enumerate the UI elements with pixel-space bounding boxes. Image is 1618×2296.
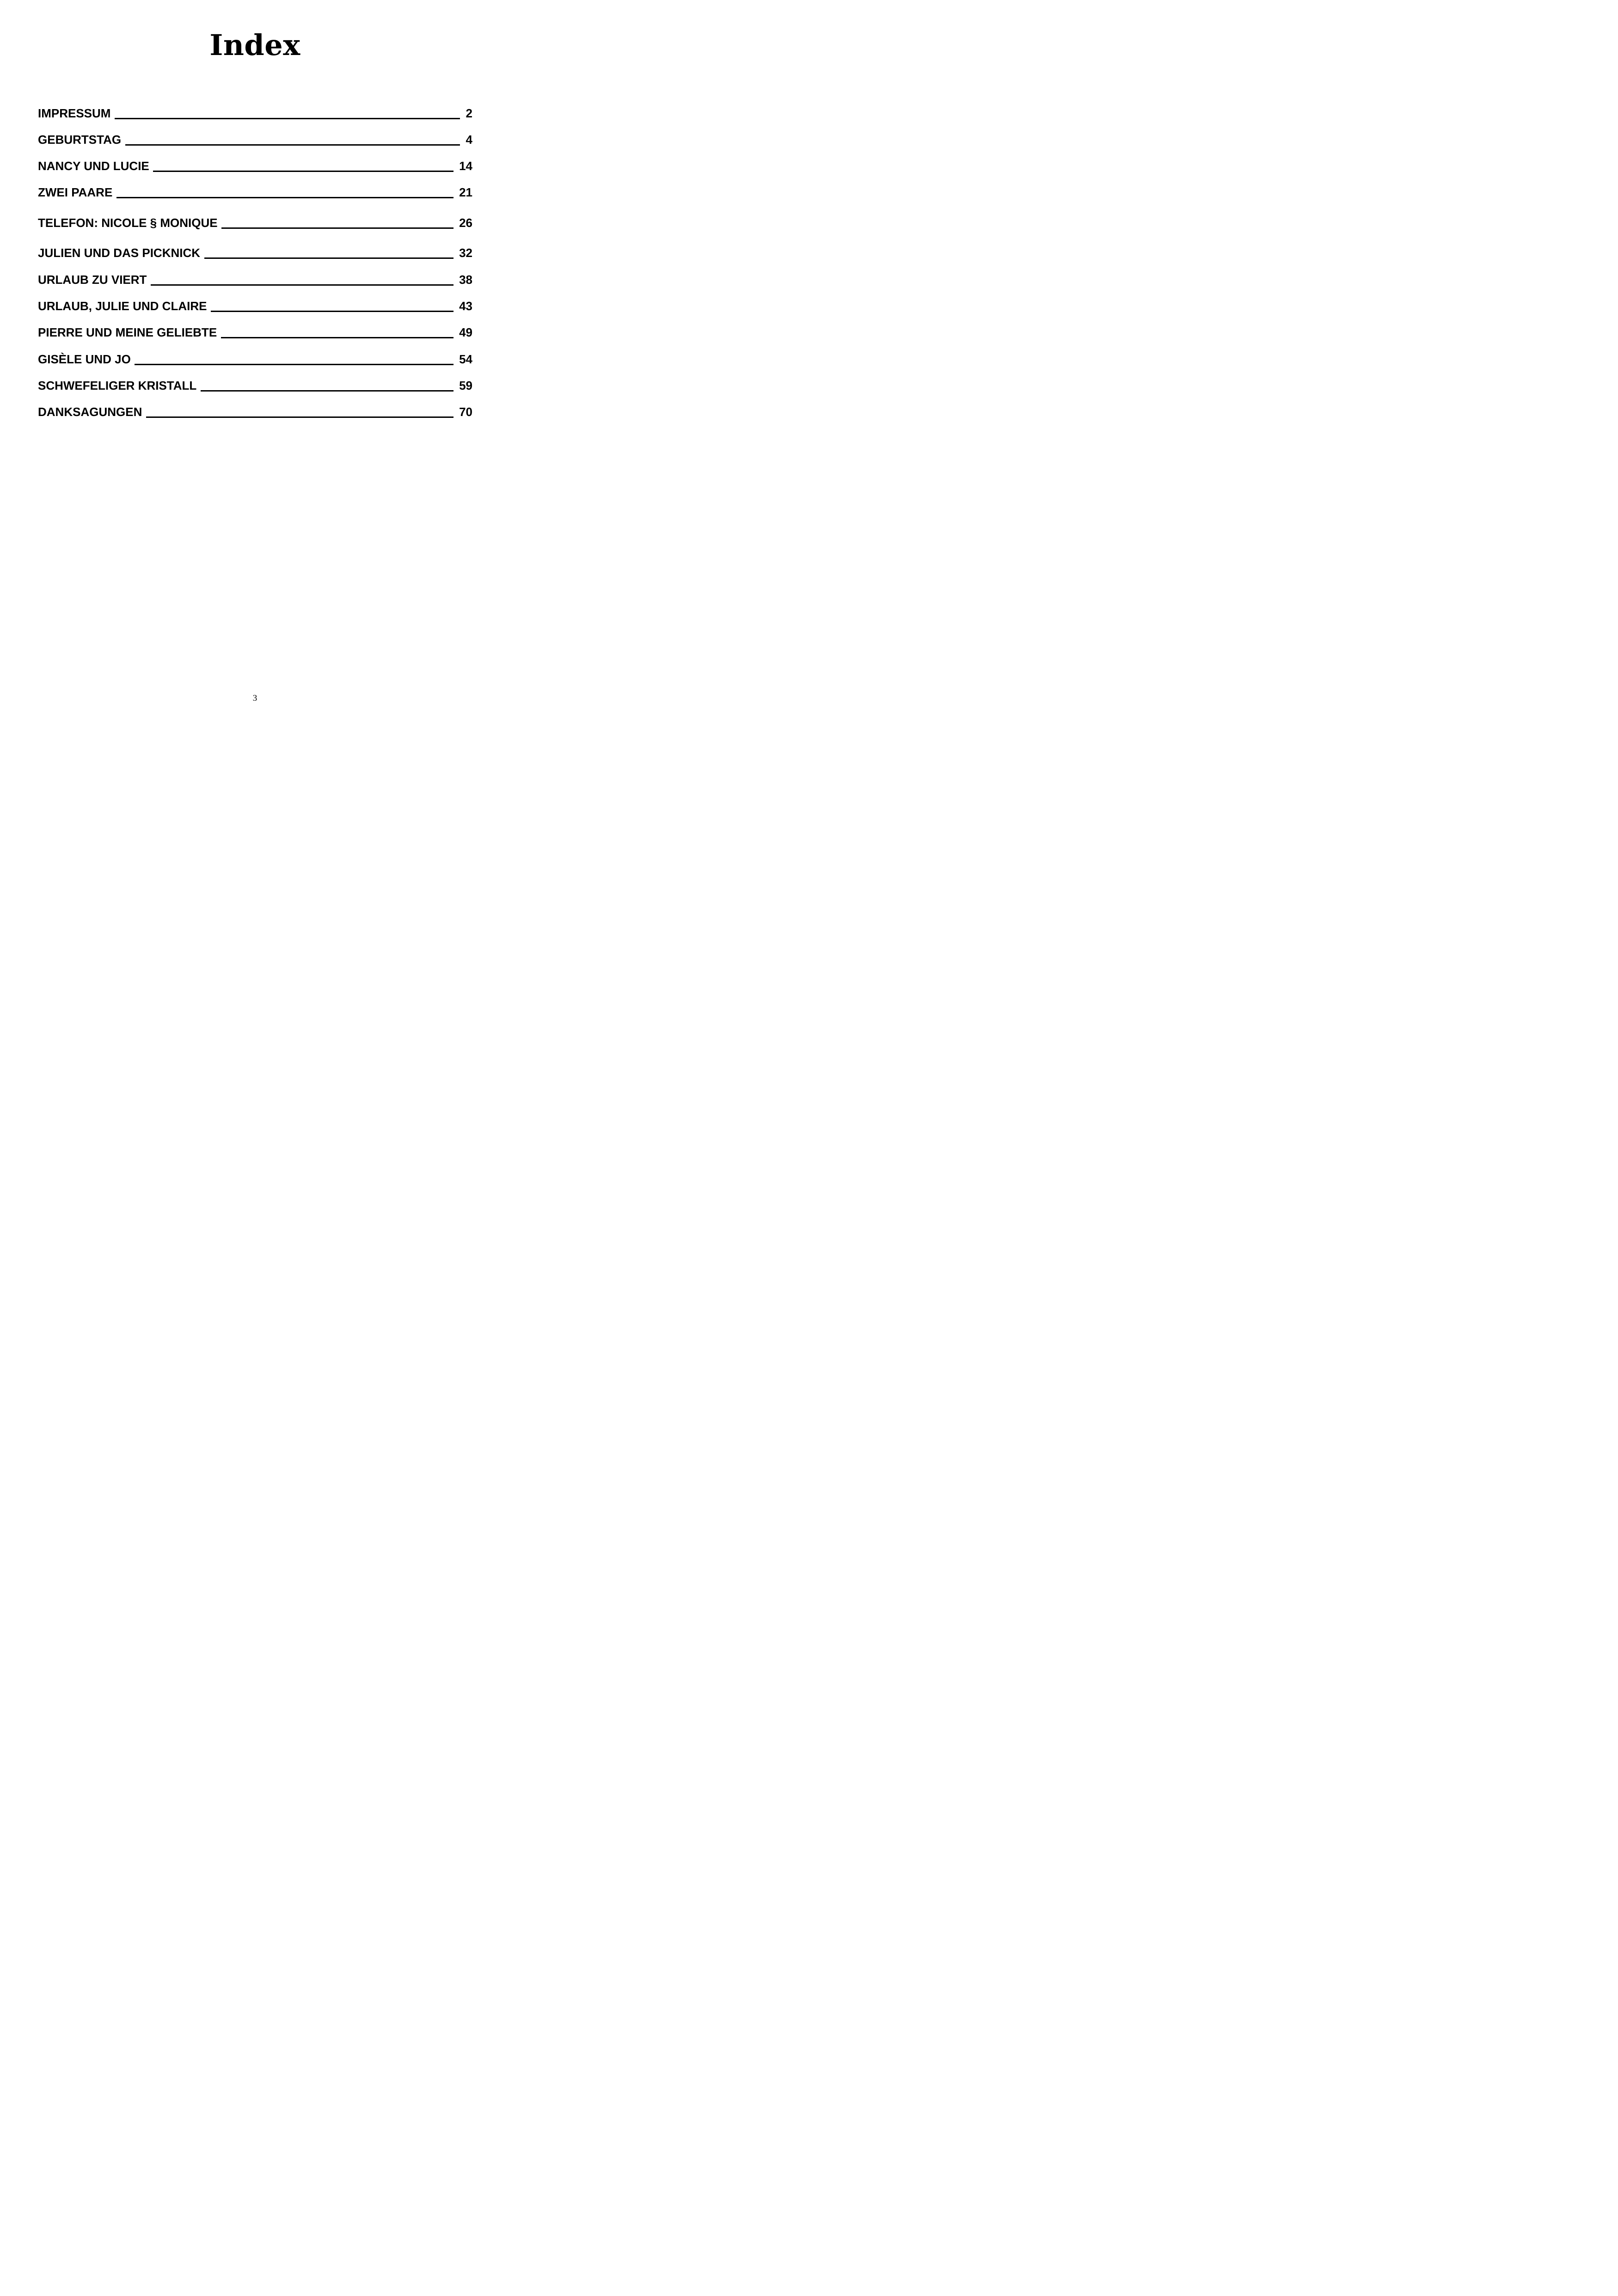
toc-entry <box>38 376 472 395</box>
toc-entry-label: DANKSAGUNGEN <box>38 405 142 419</box>
toc-entry-label: ZWEI PAARE <box>38 185 113 199</box>
toc-leader-line <box>153 171 454 172</box>
toc-entry-page: 70 <box>459 405 472 419</box>
toc-leader-line <box>204 257 454 259</box>
toc-entry-page: 21 <box>459 185 472 199</box>
toc-entry-label: SCHWEFELIGER KRISTALL <box>38 379 197 392</box>
toc-entry-page: 4 <box>466 133 472 147</box>
toc-entry-page: 54 <box>459 352 472 366</box>
toc-entry <box>38 403 472 421</box>
page-title: Index <box>209 28 300 62</box>
toc-entry-page: 32 <box>459 246 472 260</box>
toc-entry <box>38 270 472 289</box>
toc-entry-label: URLAUB ZU VIERT <box>38 273 147 287</box>
toc-leader-line <box>135 364 454 365</box>
toc-entry <box>38 244 472 262</box>
toc-entry-label: IMPRESSUM <box>38 106 111 120</box>
toc-entry-label: GISÈLE UND JO <box>38 352 131 366</box>
toc-leader-line <box>221 227 454 229</box>
toc-entry <box>38 130 472 149</box>
toc-entry <box>38 104 472 122</box>
toc-entry <box>38 214 472 232</box>
toc-entry-label: URLAUB, JULIE UND CLAIRE <box>38 299 207 313</box>
toc-entry <box>38 183 472 202</box>
toc-entry-page: 38 <box>459 273 472 287</box>
toc-leader-line <box>116 197 454 198</box>
toc-entry <box>38 350 472 368</box>
toc-leader-line <box>151 284 454 286</box>
document-page <box>0 0 510 722</box>
toc-entry-label: GEBURTSTAG <box>38 133 122 147</box>
toc-leader-line <box>201 390 454 392</box>
toc-entry-page: 26 <box>459 216 472 230</box>
toc-entry-page: 49 <box>459 325 472 339</box>
toc-leader-line <box>146 416 454 418</box>
toc-entry <box>38 297 472 315</box>
toc-entry-label: NANCY UND LUCIE <box>38 159 149 173</box>
toc-entry-page: 14 <box>459 159 472 173</box>
toc-entry-page: 43 <box>459 299 472 313</box>
toc-leader-line <box>125 144 460 146</box>
toc-entry-page: 59 <box>459 379 472 392</box>
toc-leader-line <box>211 311 454 312</box>
table-of-contents <box>38 0 472 462</box>
toc-entry-label: PIERRE UND MEINE GELIEBTE <box>38 325 217 339</box>
toc-leader-line <box>221 337 454 338</box>
toc-entry-label: JULIEN UND DAS PICKNICK <box>38 246 201 260</box>
toc-entry <box>38 157 472 175</box>
page-number: 3 <box>252 693 257 703</box>
toc-entry <box>38 323 472 342</box>
toc-entry-label: TELEFON: NICOLE § MONIQUE <box>38 216 218 230</box>
toc-leader-line <box>115 118 460 119</box>
toc-entry-page: 2 <box>466 106 472 120</box>
